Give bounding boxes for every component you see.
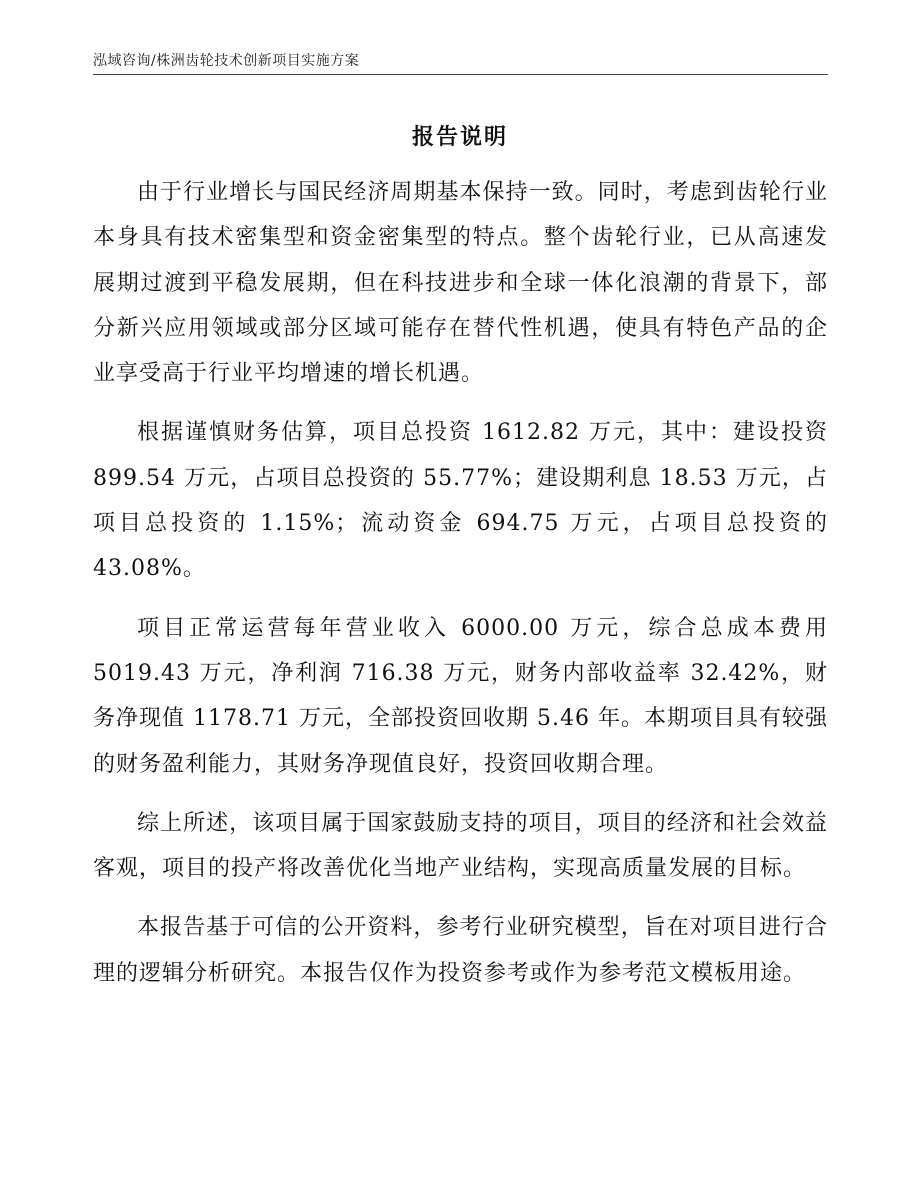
- paragraph-investment-estimate: 根据谨慎财务估算，项目总投资 1612.82 万元，其中：建设投资 899.54 万元，占项目总投资的 55.77%；建设期利息 18.53 万元，占项目总投资的 1.15%；流动资金 694.75 万元，占项目总投资的 43.08%。: [93, 420, 828, 582]
- paragraph-financial-performance: 项目正常运营每年营业收入 6000.00 万元，综合总成本费用 5019.43 万元，净利润 716.38 万元，财务内部收益率 32.42%，财务净现值 1178.71 万元，全部投资回收期 5.46 年。本期项目具有较强的财务盈利能力，其财务净现值良好，投资回收期合理。: [93, 615, 828, 777]
- paragraph-disclaimer: 本报告基于可信的公开资料，参考行业研究模型，旨在对项目进行合理的逻辑分析研究。本报告仅作为投资参考或作为参考范文模板用途。: [93, 915, 828, 986]
- paragraph-summary: 综上所述，该项目属于国家鼓励支持的项目，项目的经济和社会效益客观，项目的投产将改善优化当地产业结构，实现高质量发展的目标。: [93, 810, 828, 882]
- page-title: 报告说明: [411, 124, 508, 150]
- paragraph-industry-background: 由于行业增长与国民经济周期基本保持一致。同时，考虑到齿轮行业本身具有技术密集型和资金密集型的特点。整个齿轮行业，已从高速发展期过渡到平稳发展期，但在科技进步和全球一体化浪潮的背景下，部分新兴应用领域或部分区域可能存在替代性机遇，使具有特色产品的企业享受高于行业平均增速的增长机遇。: [93, 180, 828, 387]
- running-header: 泓域咨询/株洲齿轮技术创新项目实施方案: [93, 53, 360, 69]
- header-divider: [93, 74, 828, 75]
- document-body: [93, 170, 828, 996]
